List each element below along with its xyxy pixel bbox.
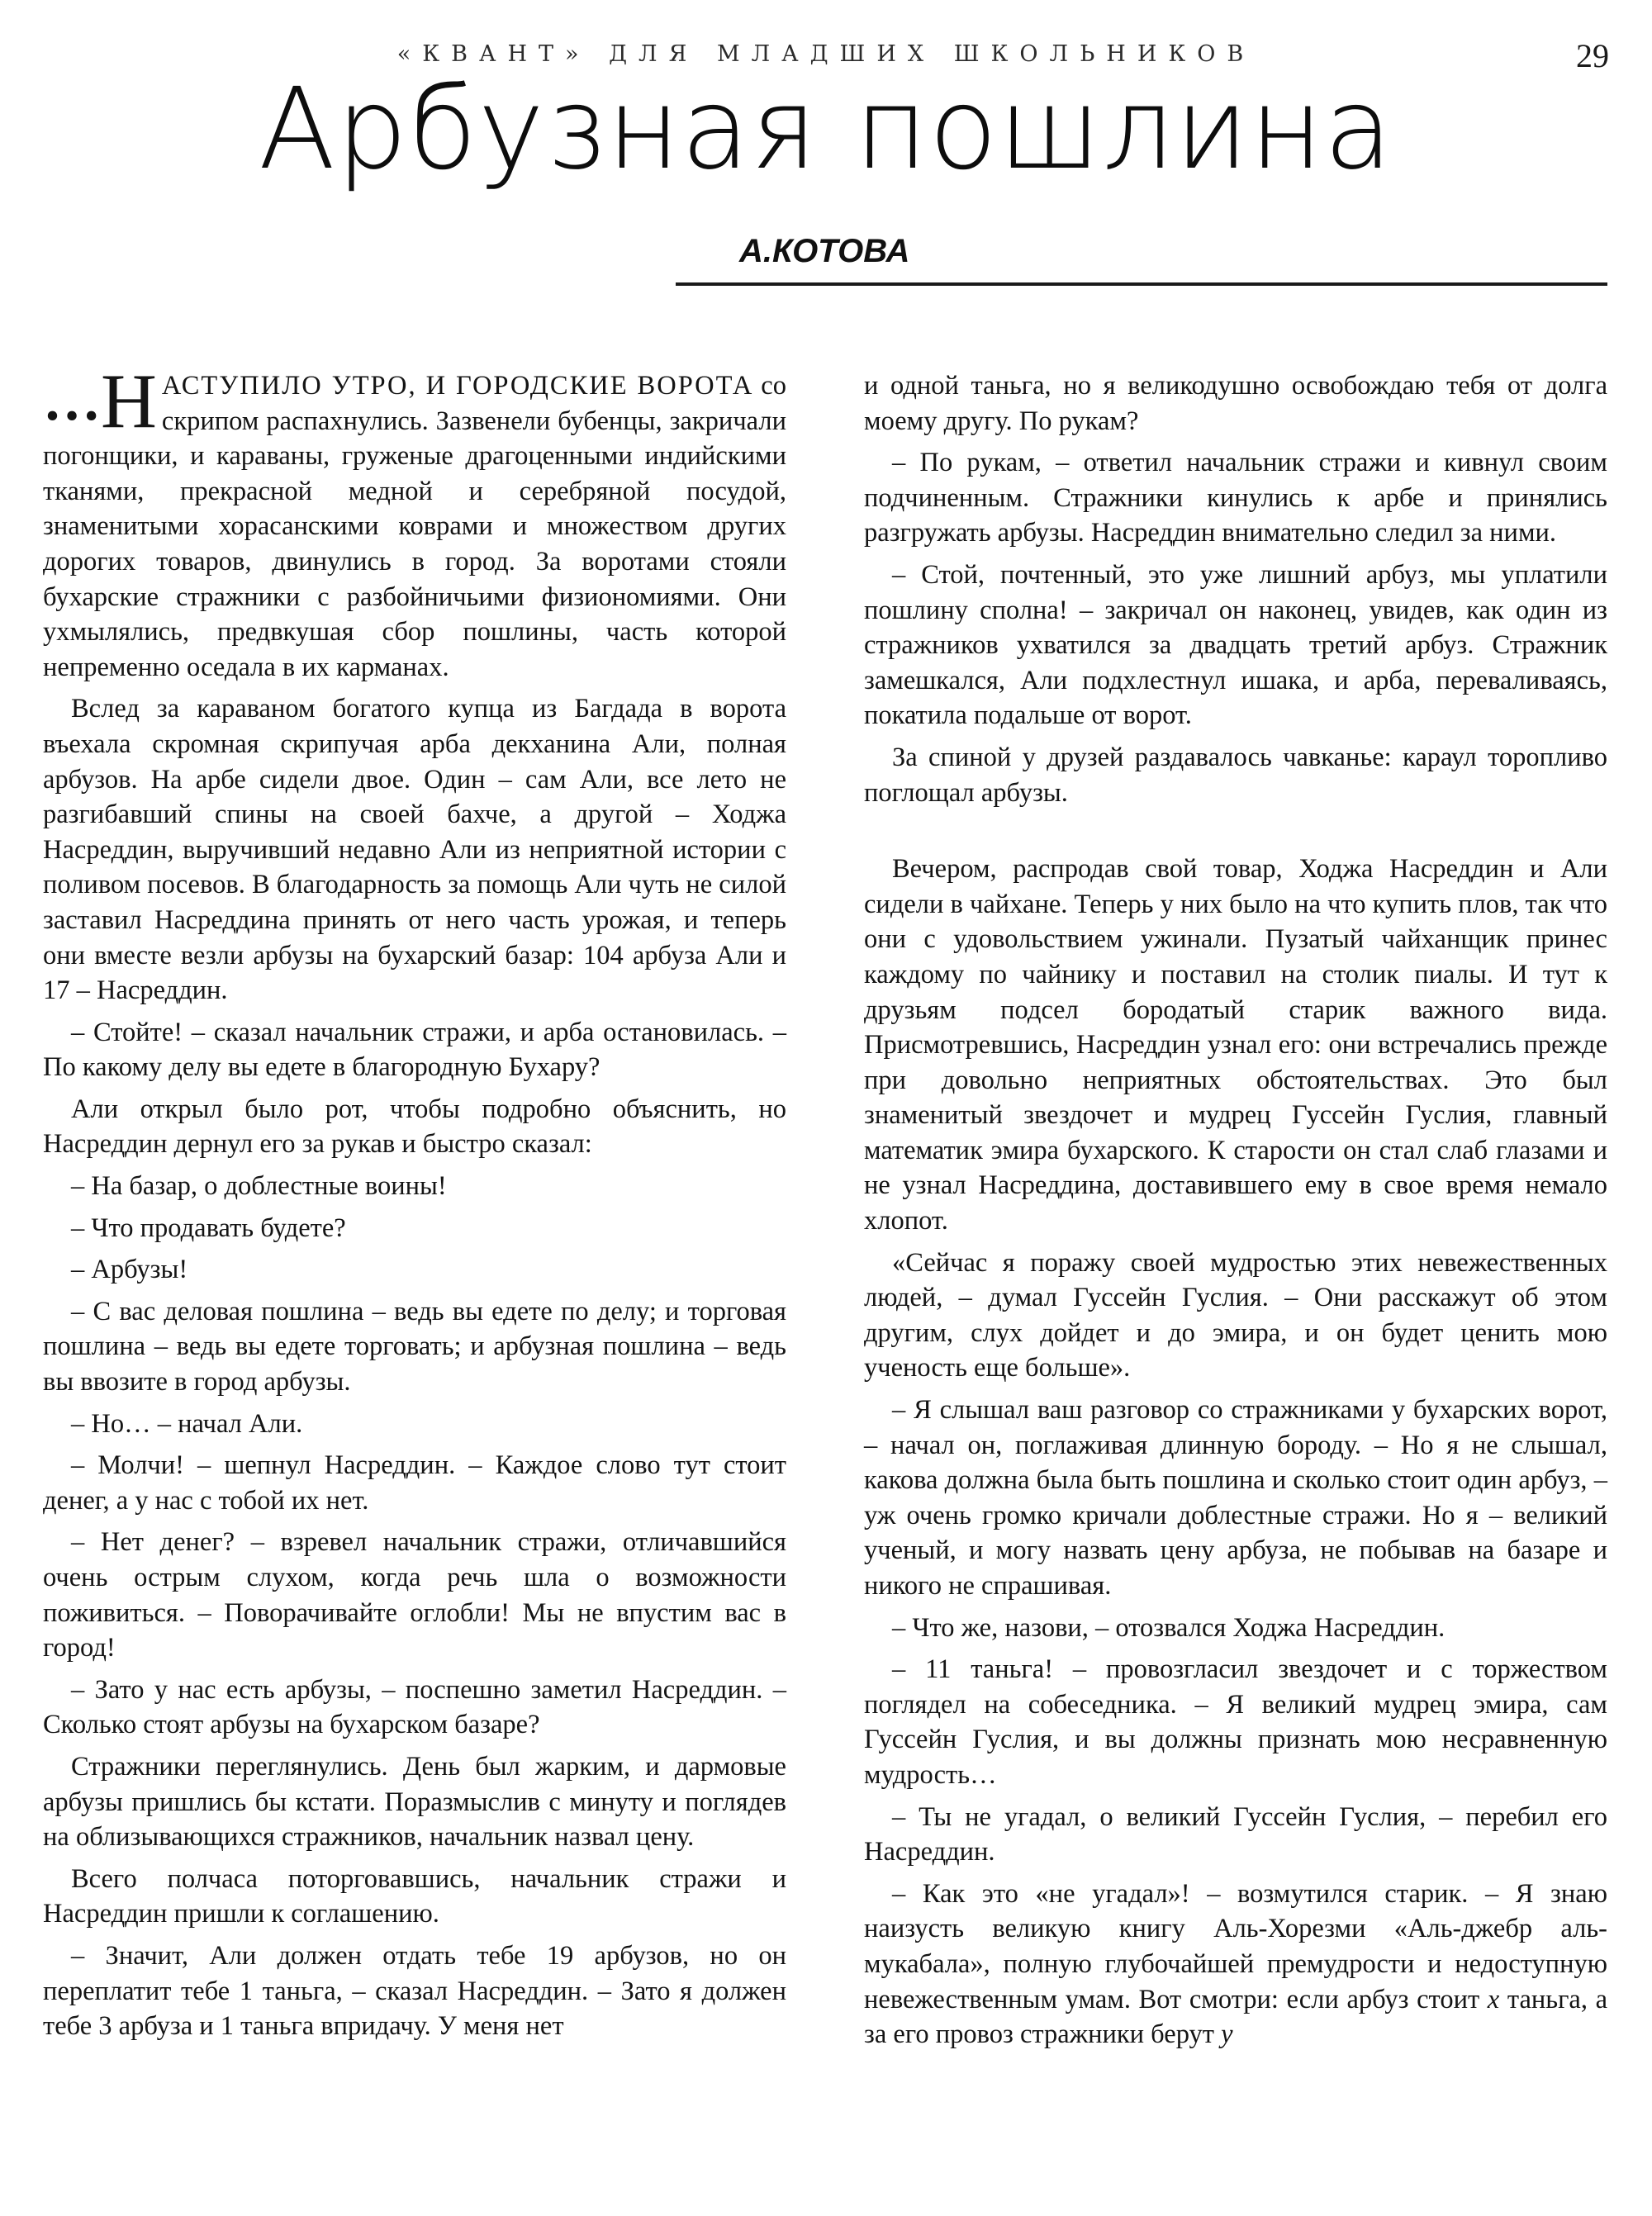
paragraph: – Ты не угадал, о великий Гуссейн Гуслия, – перебил его Насреддин. [864, 1801, 1607, 1867]
page-number: 29 [1576, 37, 1609, 74]
paragraph: – Арбузы! [71, 1255, 188, 1285]
paragraph: Всего полчаса поторговавшись, начальник стражи и Насреддин пришли к соглашению. [43, 1863, 786, 1929]
math-variable-x: x [1487, 1984, 1500, 2014]
paragraph: Стражники переглянулись. День был жарким, и дармовые арбузы пришлись бы кстати. Поразмыслив с минуту и поглядев на облизывающихся стражников, начальник назвал цену. [43, 1751, 786, 1853]
paragraph: – Стой, почтенный, это уже лишний арбуз, мы уплатили пошлину сполна! – закричал он наконец, увидев, как один из стражников ухватился за двадцать третий арбуз. Стражник замешкался, Али подхлестнул ишака, и арба, переваливаясь, покатила подальше от ворот. [864, 559, 1607, 731]
left-column [43, 358, 786, 2051]
dropcap-letter: Н [101, 358, 157, 444]
paragraph: и одной таньга, но я великодушно освобождаю тебя от долга моему другу. По рукам? [864, 371, 1607, 436]
paragraph [864, 1877, 1607, 2052]
paragraph-text: со скрипом распахнулись. Зазвенели бубенцы, закричали погонщики, и караваны, груженые драгоценными индийскими тканями, прекрасной медной и серебряной посудой, знаменитыми хорасанскими коврами и множеством других дорогих товаров, двинулись в город. За воротами стояли бухарские стражники с разбойничьими физиономиями. Они ухмылялись, предвкушая сбор пошлины, часть которой непременно оседала в их карманах. [43, 371, 786, 682]
paragraph-text: таньга, а за его провоз стражники берут [864, 1984, 1608, 2050]
article-title: Арбузная пошлина [258, 64, 1394, 195]
paragraph: – Значит, Али должен отдать тебе 19 арбузов, но он переплатит тебе 1 таньга, – сказал Насреддин. – Зато я должен тебе 3 арбуза и 1 таньга впридачу. У меня нет [43, 1940, 786, 2042]
opening-caps: АСТУПИЛО УТРО, И ГОРОДСКИЕ ВОРОТА [161, 371, 754, 401]
paragraph: Али открыл было рот, чтобы подробно объяснить, но Насреддин дернул его за рукав и быстро сказал: [43, 1094, 786, 1160]
paragraph: «Сейчас я поражу своей мудростью этих невежественных людей, – думал Гуссейн Гуслия. – Они расскажут об этом другим, слух дойдет и до эмира, и он будет ценить мою ученость еще больше». [864, 1247, 1607, 1383]
math-variable-y: y [1221, 2019, 1233, 2050]
paragraph: – Нет денег? – взревел начальник стражи, отличавшийся очень острым слухом, когда речь шла о возможности поживиться. – Поворачивайте оглобли! Мы не впустим вас в город! [43, 1527, 786, 1663]
paragraph: Вечером, распродав свой товар, Ходжа Насреддин и Али сидели в чайхане. Теперь у них было на что купить плов, так что они с удовольствием ужинали. Пузатый чайханщик принес каждому по чайнику и поставил на столик пиалы. И тут к друзьям подсел бородатый старик важного вида. Присмотревшись, Насреддин узнал его: они встречались прежде при довольно неприятных обстоятельствах. Это был знаменитый звездочет и мудрец Гуссейн Гуслия, главный математик эмира бухарского. К старости он стал слаб глазами и не узнал Насреддина, доставившего ему в свое время немало хлопот. [864, 854, 1607, 1236]
paragraph: – Стойте! – сказал начальник стражи, и арба остановилась. – По какому делу вы едете в благородную Бухару? [43, 1017, 786, 1083]
paragraph: – На базар, о доблестные воины! [71, 1171, 447, 1202]
author-name: А.КОТОВА [739, 233, 910, 269]
paragraph: – С вас деловая пошлина – ведь вы едете по делу; и торговая пошлина – ведь вы едете торговать; и арбузная пошлина – ведь вы ввозите в город арбузы. [43, 1296, 786, 1397]
paragraph: – Молчи! – шепнул Насреддин. – Каждое слово тут стоит денег, а у нас с тобой их нет. [43, 1450, 786, 1516]
paragraph: За спиной у друзей раздавалось чавканье: караул торопливо поглощал арбузы. [864, 742, 1607, 808]
paragraph-text: – Как это «не угадал»! – возмутился старик. – Я знаю наизусть великую книгу Аль-Хорезми «Аль-джебр аль-мукабала», полную глубочайшей премудрости и недоступную невежественным умам. Вот смотри: если арбуз стоит [864, 1878, 1607, 2014]
paragraph: – Что же, назови, – отозвался Ходжа Насреддин. [892, 1612, 1446, 1643]
paragraph: Вслед за караваном богатого купца из Багдада в ворота въехала скромная скрипучая арба декханина Али, полная арбузов. На арбе сидели двое. Один – сам Али, все лето не разгибавший спины на своей бахче, а другой – Ходжа Насреддин, выручивший недавно Али из неприятной истории с поливом посевов. В благодарность за помощь Али чуть не силой заставил Насреддина принять от него часть урожая, и теперь они вместе везли арбузы на бухарский базар: 104 арбуза Али и 17 – Насреддин. [43, 694, 786, 1006]
paragraph: – Зато у нас есть арбузы, – поспешно заметил Насреддин. – Сколько стоят арбузы на бухарском базаре? [43, 1674, 786, 1740]
paragraph: – Я слышал ваш разговор со стражниками у бухарских ворот, – начал он, поглаживая длинную бороду. – Но я не слышал, какова должна была быть пошлина и сколько стоит один арбуз, – уж очень громко кричали доблестные стражи. Но я – великий ученый, и могу назвать цену арбуза, не побывав на базаре и никого не спрашивая. [864, 1395, 1607, 1601]
running-header: «КВАНТ» ДЛЯ МЛАДШИХ ШКОЛЬНИКОВ [396, 41, 1256, 67]
dropcap-ellipsis: … [43, 369, 99, 433]
paragraph: – 11 таньга! – провозгласил звездочет и с торжеством поглядел на собеседника. – Я великий мудрец эмира, сам Гуссейн Гуслия, и вы должны признать мою несравненную мудрость… [864, 1654, 1607, 1790]
paragraph: – По рукам, – ответил начальник стражи и кивнул своим подчиненным. Стражники кинулись к арбе и принялись разгружать арбузы. Насреддин внимательно следил за ними. [864, 448, 1607, 548]
author-line [676, 233, 1607, 286]
paragraph: – Но… – начал Али. [71, 1408, 303, 1439]
paragraph [43, 358, 786, 685]
paragraph: – Что продавать будете? [71, 1212, 346, 1243]
right-column [864, 368, 1607, 2059]
